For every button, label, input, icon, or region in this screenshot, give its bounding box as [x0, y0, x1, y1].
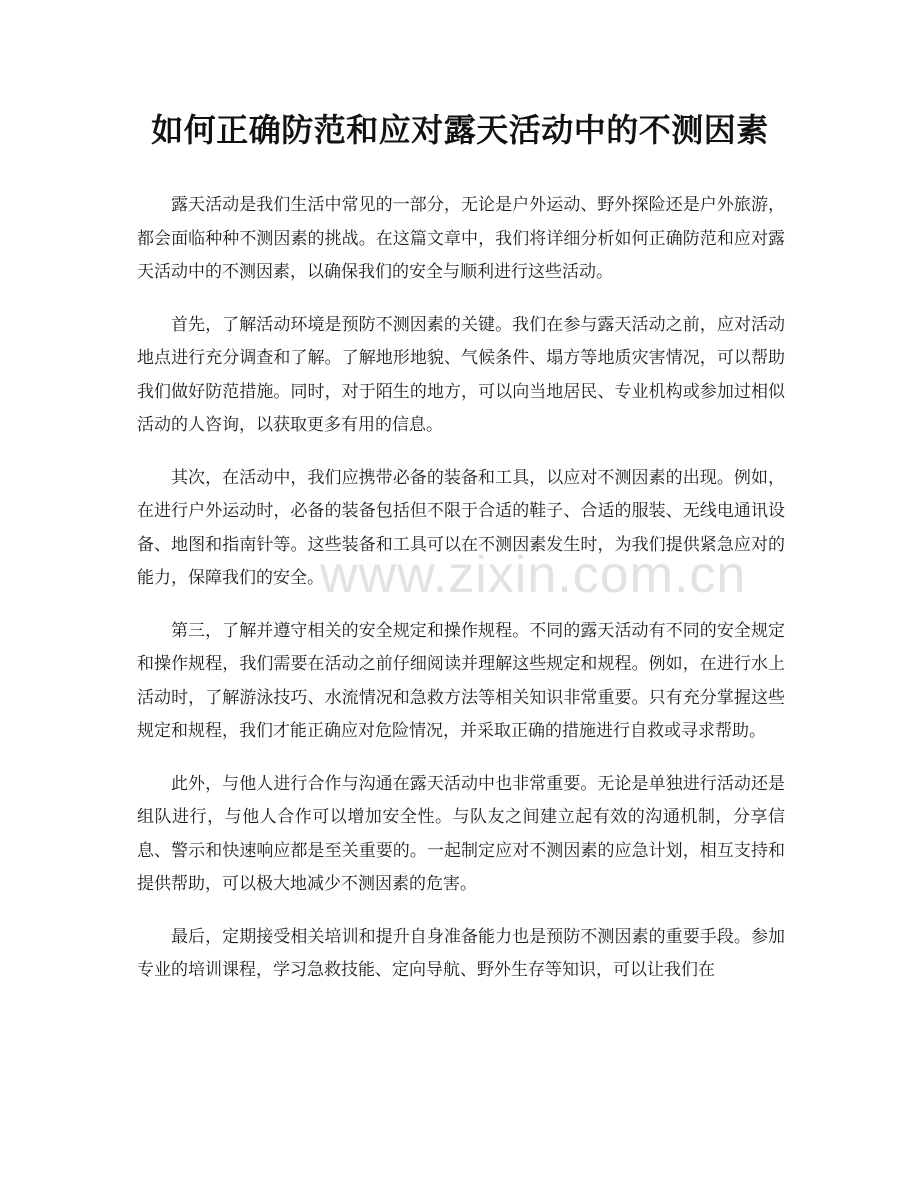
paragraph-first: 首先，了解活动环境是预防不测因素的关键。我们在参与露天活动之前，应对活动地点进行充分调查和了解。了解地形地貌、气候条件、塌方等地质灾害情况，可以帮助我们做好防范措施。同时，对于陌生的地方，可以向当地居民、专业机构或参加过相似活动的人咨询，以获取更多有用的信息。 — [137, 314, 785, 435]
watermark: www.zixin.com.cn — [320, 546, 747, 604]
paragraph-fourth: 此外，与他人进行合作与沟通在露天活动中也非常重要。无论是单独进行活动还是组队进行，与他人合作可以增加安全性。与队友之间建立起有效的沟通机制，分享信息、警示和快速响应都是至关重要的。一起制定应对不测因素的应急计划，相互支持和提供帮助，可以极大地减少不测因素的危害。 — [137, 773, 785, 894]
paragraph-second: 其次，在活动中，我们应携带必备的装备和工具，以应对不测因素的出现。例如，在进行户外运动时，必备的装备包括但不限于合适的鞋子、合适的服装、无线电通讯设备、地图和指南针等。这些装备和工具可以在不测因素发生时，为我们提供紧急应对的能力，保障我们的安全。 — [137, 467, 785, 588]
document-body — [137, 189, 785, 1007]
page-title: 如何正确防范和应对露天活动中的不测因素 — [151, 111, 769, 149]
paragraph-last: 最后，定期接受相关培训和提升自身准备能力也是预防不测因素的重要手段。参加专业的培训课程，学习急救技能、定向导航、野外生存等知识，可以让我们在 — [137, 926, 785, 980]
paragraph-intro: 露天活动是我们生活中常见的一部分，无论是户外运动、野外探险还是户外旅游，都会面临种种不测因素的挑战。在这篇文章中，我们将详细分析如何正确防范和应对露天活动中的不测因素，以确保我们的安全与顺利进行这些活动。 — [137, 195, 785, 282]
paragraph-third: 第三，了解并遵守相关的安全规定和操作规程。不同的露天活动有不同的安全规定和操作规程，我们需要在活动之前仔细阅读并理解这些规定和规程。例如，在进行水上活动时，了解游泳技巧、水流情况和急救方法等相关知识非常重要。只有充分掌握这些规定和规程，我们才能正确应对危险情况，并采取正确的措施进行自救或寻求帮助。 — [137, 620, 785, 741]
